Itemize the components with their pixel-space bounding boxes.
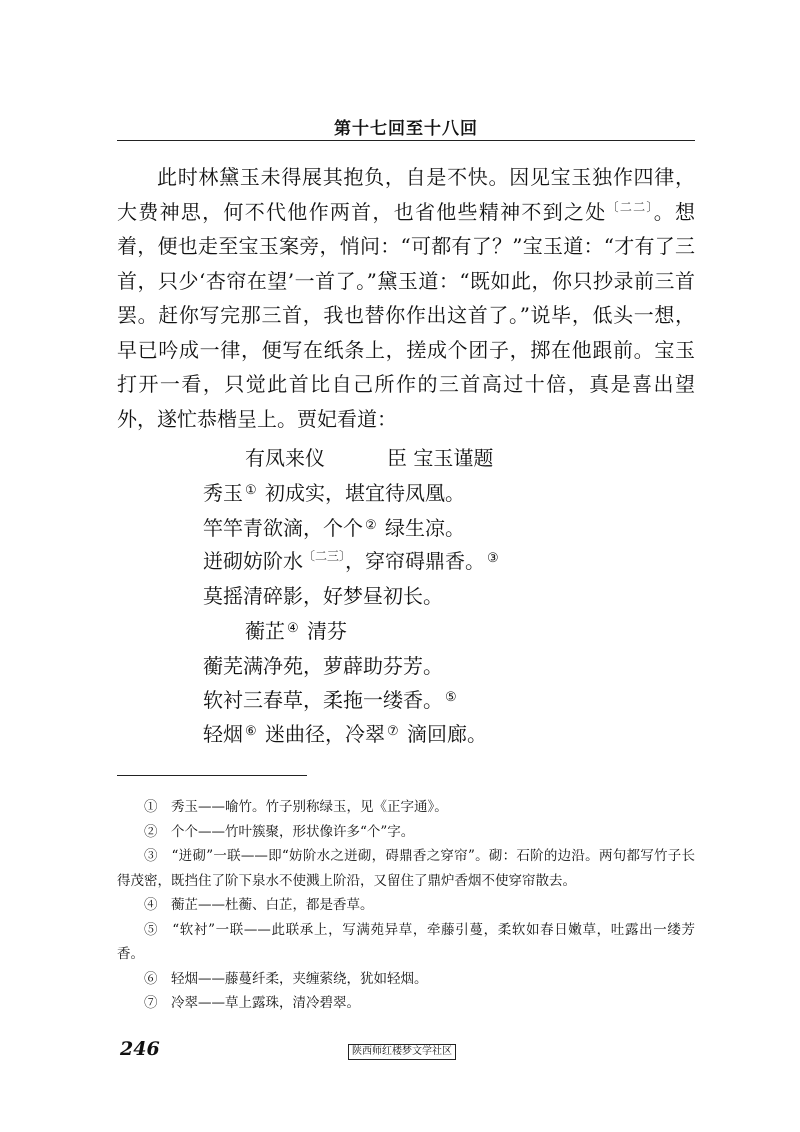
poem-line bbox=[203, 684, 459, 713]
footnote-ref: ⑦ bbox=[387, 724, 399, 739]
footnote-ref: ③ bbox=[487, 551, 499, 566]
paragraph-text: 。想着，便也走至宝玉案旁，悄问：“可都有了？”宝玉道：“才有了三首，只少‘杏帘在望’一首了。”黛玉道：“既如此，你只抄录前三首罢。赶你写完那三首，我也替你作出这首了。”说毕，低头一想，早已吟成一律，便写在纸条上，搓成个团子，掷在他跟前。宝玉打开一看，只觉此首比自己所作的三首高过十倍，真是喜出望外，遂忙恭楷呈上。贾妃看道： bbox=[117, 199, 696, 431]
page-number: 246 bbox=[120, 1038, 160, 1060]
poem-line bbox=[203, 477, 465, 506]
poem-line-text: 迷曲径，冷翠 bbox=[258, 722, 386, 746]
poem-subtitle-text: 蘅芷 bbox=[245, 619, 285, 643]
footnote-ref: ② bbox=[365, 518, 377, 533]
poem-title: 有凤来仪 bbox=[245, 446, 325, 470]
poem-line: 莫摇清碎影，好梦昼初长。 bbox=[203, 584, 443, 608]
running-header: 第十七回至十八回 bbox=[334, 119, 478, 139]
poem-line: 蘅芜满净苑，萝薜助芬芳。 bbox=[203, 654, 443, 678]
poem-line-text: 竿竿青欲滴，个个 bbox=[203, 516, 363, 540]
main-text bbox=[117, 160, 695, 436]
footnotes bbox=[117, 795, 695, 1016]
poem-line-text: 软衬三春草，柔拖一缕香。 bbox=[203, 688, 443, 712]
footnote-ref: ④ bbox=[287, 621, 299, 636]
footnote: ⑥ 轻烟——藤蔓纤柔，夹缠萦绕，犹如轻烟。 bbox=[144, 970, 428, 987]
poem-line bbox=[203, 545, 501, 574]
poem-author: 臣 宝玉谨题 bbox=[387, 446, 494, 470]
paragraph-text: 此时林黛玉未得展其抱负，自是不快。因见宝玉独作四律，大费神思，何不代他作两首，也省他些精神不到之处 bbox=[117, 165, 695, 224]
header-rule bbox=[117, 140, 695, 141]
footnote: ⑦ 冷翠——草上露珠，清冷碧翠。 bbox=[144, 995, 360, 1011]
poem-subtitle-text: 清芬 bbox=[300, 619, 348, 643]
poem-line-text: 轻烟 bbox=[203, 722, 243, 746]
footnote: ③ “迸砌”一联——即“妨阶水之迸砌，碍鼎香之穿帘”。砌：石阶的边沿。两句都写竹子长得茂密，既挡住了阶下泉水不使溅上阶沿，又留住了鼎炉香烟不使穿帘散去。 bbox=[117, 848, 695, 889]
poem-line-text: 迸砌妨阶水 bbox=[203, 549, 303, 573]
poem-title-line bbox=[245, 442, 493, 471]
footnote-ref: ⑥ bbox=[245, 724, 257, 739]
poem-line-text: 秀玉 bbox=[203, 481, 243, 505]
poem-line-text: 初成实，堪宜待凤凰。 bbox=[258, 481, 466, 505]
poem-line-text: ，穿帘碍鼎香。 bbox=[345, 549, 486, 573]
poem-subtitle bbox=[245, 615, 347, 644]
paragraph bbox=[117, 160, 695, 436]
poem-line bbox=[203, 512, 465, 541]
poem-line bbox=[203, 718, 487, 747]
annotation-mark: 〔二二〕 bbox=[606, 199, 654, 214]
footnote-rule bbox=[117, 775, 307, 776]
footnote-ref: ⑤ bbox=[445, 690, 457, 705]
library-stamp: 陕西师红楼梦文学社区 bbox=[348, 1044, 456, 1060]
footnote: ② 个个——竹叶簇聚，形状像许多“个”字。 bbox=[144, 823, 415, 840]
footnote: ① 秀玉——喻竹。竹子别称绿玉，见《正字通》。 bbox=[144, 799, 448, 815]
annotation-mark: 〔二三〕 bbox=[303, 549, 346, 563]
footnote: ⑤ “软衬”一联——此联承上，写满苑异草，牵藤引蔓，柔软如春日嫩草，吐露出一缕芳香。 bbox=[117, 921, 695, 962]
footnote-ref: ① bbox=[245, 483, 257, 498]
poem-line-text: 滴回廊。 bbox=[400, 722, 488, 746]
poem-line-text: 绿生凉。 bbox=[378, 516, 466, 540]
footnote: ④ 蘅芷——杜蘅、白芷，都是香草。 bbox=[144, 897, 374, 913]
